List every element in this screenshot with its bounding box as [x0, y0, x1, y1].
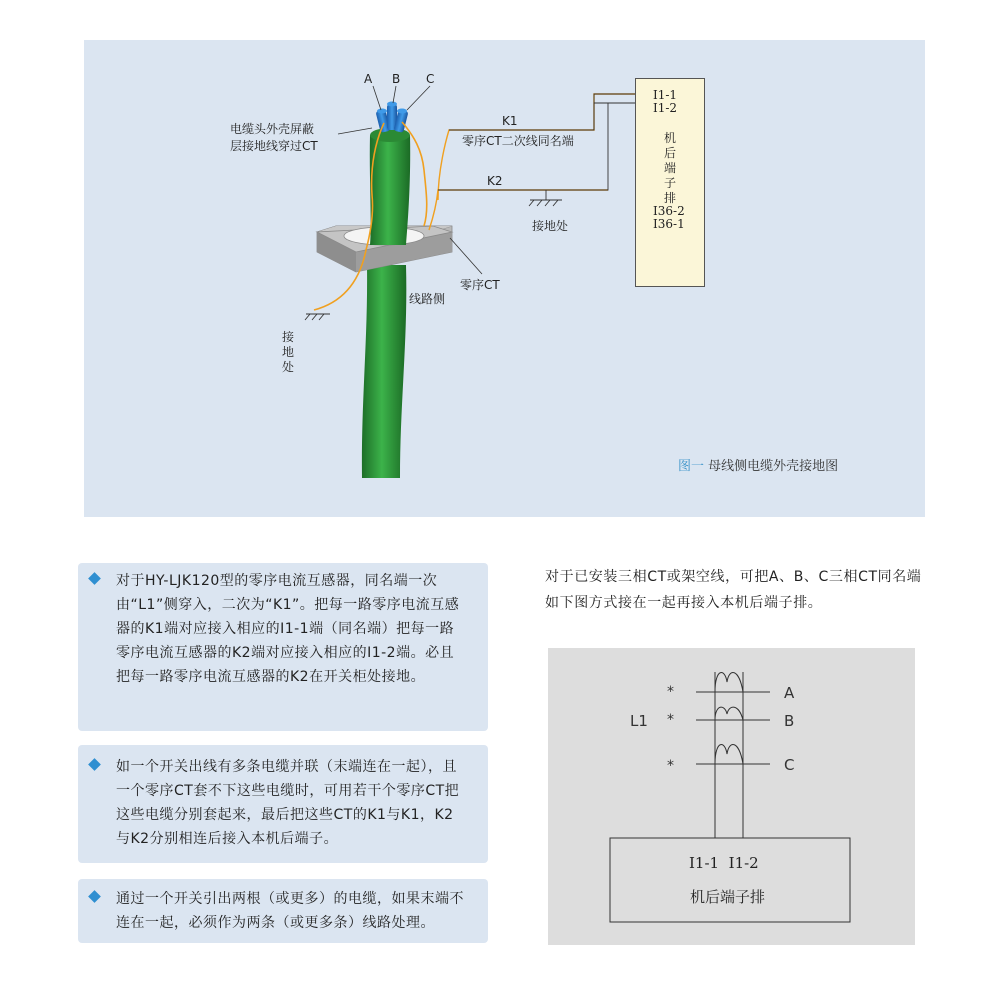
terminal-block-title: 机后端子排 — [663, 131, 676, 205]
phase-b-label-2: B — [784, 712, 795, 730]
phase-a-leader — [373, 86, 381, 110]
l1-label: L1 — [630, 712, 648, 730]
ground-symbol-right — [529, 190, 562, 206]
phase-c-label: C — [426, 72, 435, 86]
phase-a-label: A — [364, 72, 373, 86]
ground-symbol-left — [305, 314, 330, 320]
rear-terminal-box — [610, 838, 850, 922]
k2-label: K2 — [487, 174, 503, 188]
phase-c-label-2: C — [784, 756, 795, 774]
line-side-label: 线路侧 — [409, 292, 446, 306]
note-card-1 — [78, 563, 488, 731]
terminal-i1-2: I1-2 — [653, 101, 678, 115]
diamond-bullet-icon — [88, 890, 101, 903]
diamond-bullet-icon — [88, 758, 101, 771]
terminal-labels-row — [689, 854, 759, 872]
ct-coil-b — [715, 707, 743, 720]
cable-lower — [362, 265, 406, 478]
three-phase-ct-diagram — [548, 648, 915, 945]
ground-label-left: 接地处 — [281, 330, 294, 374]
note-card-3 — [78, 879, 488, 943]
terminal-box-title: 机后端子排 — [690, 888, 766, 906]
terminal-i1-2-label: I1-2 — [728, 854, 759, 872]
ground-label-right: 接地处 — [532, 219, 569, 233]
cable-upper — [370, 135, 410, 245]
phase-a-label-2: A — [784, 684, 795, 702]
figure-number: 图一 — [678, 459, 705, 474]
k1-label: K1 — [502, 114, 518, 128]
terminal-i36-2: I36-2 — [653, 204, 685, 218]
terminal-i36-1: I36-1 — [653, 217, 685, 231]
ct-coil-c — [715, 745, 743, 764]
shield-label-line1: 电缆头外壳屏蔽 — [230, 122, 315, 136]
k2-wire — [429, 190, 608, 230]
cable-cores — [375, 102, 408, 133]
three-phase-ct-instruction: 对于已安装三相CT或架空线，可把A、B、C三相CT同名端如下图方式接在一起再接入本机后端子排。 — [545, 569, 922, 611]
phase-c-leader — [407, 86, 430, 110]
note-text-3: 通过一个开关引出两根（或更多）的电缆，如果末端不连在一起，必须作为两条（或更多条）线路处理。 — [116, 891, 464, 931]
phase-b-label: B — [392, 72, 401, 86]
figure-title: 母线侧电缆外壳接地图 — [708, 459, 839, 474]
k1-description: 零序CT二次线同名端 — [462, 134, 574, 148]
terminal-i1-1-label: I1-1 — [689, 854, 720, 872]
polarity-mark-a: * — [667, 684, 674, 700]
diamond-bullet-icon — [88, 572, 101, 585]
polarity-mark-c: * — [667, 758, 674, 774]
figure-caption — [678, 455, 838, 474]
terminal-i1-1: I1-1 — [653, 88, 678, 102]
cable-grounding-drawing — [84, 40, 925, 517]
ct-leader — [450, 238, 482, 274]
polarity-mark-b: * — [667, 712, 674, 728]
ct-label: 零序CT — [460, 278, 500, 292]
note-text-2: 如一个开关出线有多条电缆并联（末端连在一起），且一个零序CT套不下这些电缆时，可用若干个零序CT把这些电缆分别套起来，最后把这些CT的K1与K1，K2与K2分别相连后接入本机后端子。 — [116, 759, 460, 847]
ct-coil-a — [715, 673, 743, 692]
cable-grounding-diagram — [84, 40, 925, 517]
shield-label-line2: 层接地线穿过CT — [230, 139, 318, 153]
phase-b-leader — [393, 86, 396, 103]
note-card-2 — [78, 745, 488, 863]
rear-terminal-block — [635, 78, 705, 287]
shield-leader — [338, 128, 372, 134]
note-text-1: 对于HY-LJK120型的零序电流互感器，同名端一次由“L1”侧穿入，二次为“K1”。把每一路零序电流互感器的K1端对应接入相应的I1-1端（同名端）把每一路零序电流互感器的K2端对应接入相应的I1-2端。必且把每一路零序电流互感器的K2在开关柜处接地。 — [116, 573, 460, 685]
